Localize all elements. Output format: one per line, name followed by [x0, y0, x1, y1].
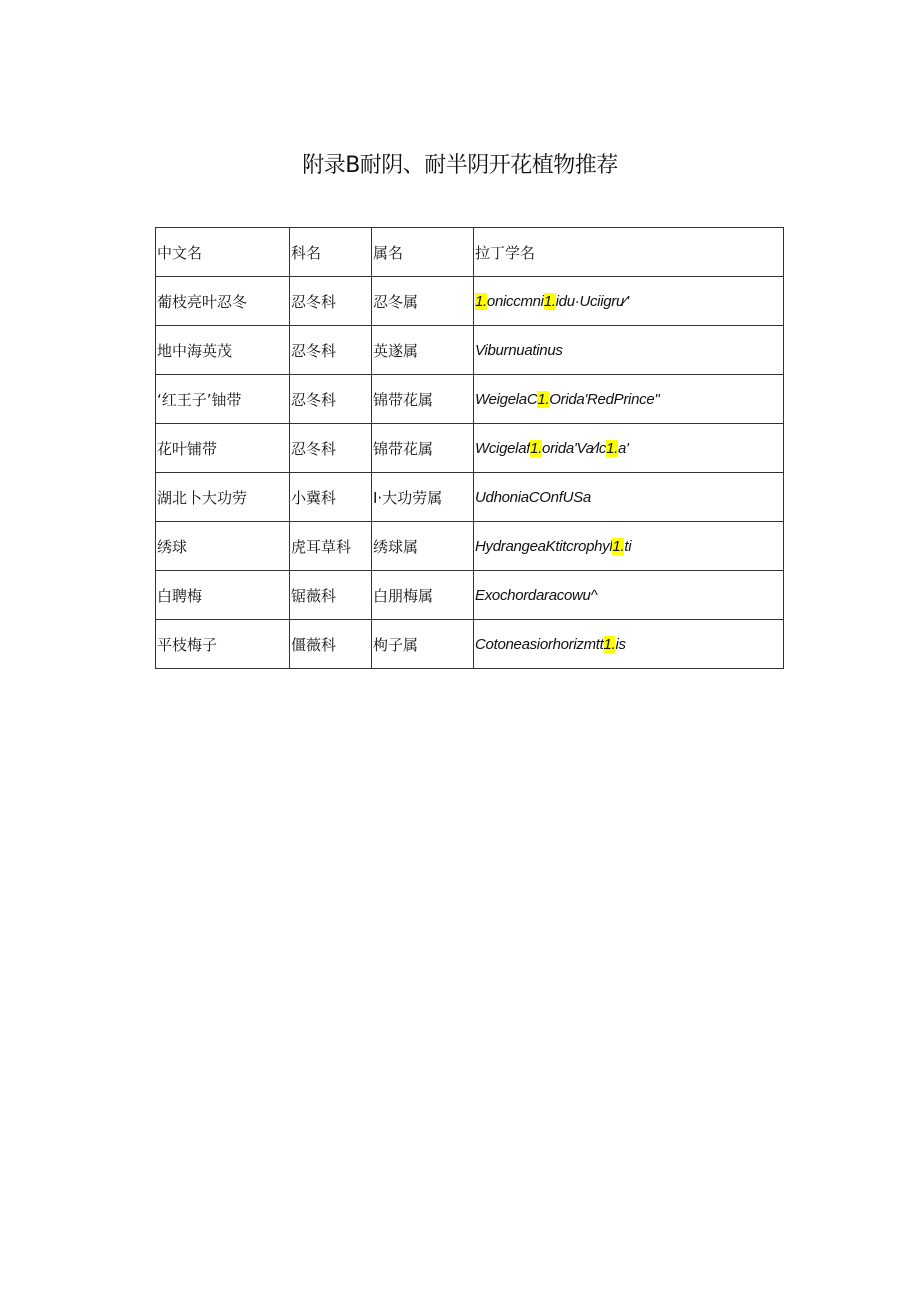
latin-text: HydrangeaKtitcrophyl	[475, 537, 613, 555]
cell-latin-name	[474, 424, 784, 473]
table-row	[156, 571, 784, 620]
cell-genus: 绣球属	[372, 522, 474, 571]
cell-cn-name: 白聘梅	[156, 571, 290, 620]
latin-text: orida'Va⁄lc	[542, 439, 607, 457]
highlighted-text: 1.	[543, 292, 556, 310]
cell-cn-name: ‘红王子’铀带	[156, 375, 290, 424]
cell-cn-name: 地中海英茂	[156, 326, 290, 375]
highlighted-text: 1.	[606, 439, 619, 457]
header-cn-name: 中文名	[156, 228, 290, 277]
cell-latin-name	[474, 620, 784, 669]
table-row	[156, 326, 784, 375]
header-genus: 属名	[372, 228, 474, 277]
cell-family: 锯薇科	[290, 571, 372, 620]
cell-latin-name	[474, 375, 784, 424]
cell-genus: 锦带花属	[372, 375, 474, 424]
cell-family: 忍冬科	[290, 326, 372, 375]
cell-genus: I·大功劳属	[372, 473, 474, 522]
table-row	[156, 473, 784, 522]
cell-family: 僵薇科	[290, 620, 372, 669]
cell-family: 忍冬科	[290, 424, 372, 473]
latin-text: oniccmni	[486, 292, 544, 310]
highlighted-text: 1.	[475, 292, 487, 310]
table-header-row	[156, 228, 784, 277]
cell-latin-name	[474, 277, 784, 326]
cell-family: 小冀科	[290, 473, 372, 522]
latin-text: Viburnuatinus	[475, 341, 563, 359]
latin-text: Cotoneasiorhorizmtt	[475, 635, 604, 653]
latin-text: WeigelaC	[475, 390, 538, 408]
cell-latin-name	[474, 326, 784, 375]
cell-cn-name: 葡枝亮叶忍冬	[156, 277, 290, 326]
cell-cn-name: 绣球	[156, 522, 290, 571]
highlighted-text: 1.	[603, 635, 616, 653]
cell-family: 忍冬科	[290, 375, 372, 424]
page-title: 附录B耐阴、耐半阴开花植物推荐	[302, 153, 618, 178]
latin-text: is	[615, 635, 626, 653]
cell-latin-name	[474, 522, 784, 571]
cell-genus: 英遂属	[372, 326, 474, 375]
cell-family: 忍冬科	[290, 277, 372, 326]
cell-genus: 枸子属	[372, 620, 474, 669]
cell-genus: 锦带花属	[372, 424, 474, 473]
table-row	[156, 424, 784, 473]
table-row	[156, 375, 784, 424]
latin-text: Wcigelaf	[475, 439, 531, 457]
latin-text: idu·Uciigru⁄'	[555, 292, 629, 310]
latin-text: ti	[624, 537, 632, 555]
cell-latin-name	[474, 571, 784, 620]
cell-latin-name	[474, 473, 784, 522]
highlighted-text: 1.	[612, 537, 625, 555]
cell-cn-name: 平枝梅子	[156, 620, 290, 669]
highlighted-text: 1.	[537, 390, 550, 408]
plant-table	[155, 227, 784, 669]
table-row	[156, 620, 784, 669]
cell-genus: 忍冬属	[372, 277, 474, 326]
latin-text: a'	[618, 439, 629, 457]
latin-text: Exochordaracowu^	[475, 586, 598, 604]
cell-cn-name: 花叶铺带	[156, 424, 290, 473]
highlighted-text: 1.	[530, 439, 543, 457]
table-row	[156, 522, 784, 571]
cell-family: 虎耳草科	[290, 522, 372, 571]
cell-genus: 白朋梅属	[372, 571, 474, 620]
latin-text: UdhoniaCOnfUSa	[475, 488, 591, 506]
header-latin-name: 拉丁学名	[474, 228, 784, 277]
latin-text: Orida'RedPrince"	[549, 390, 660, 408]
cell-cn-name: 湖北卜大功劳	[156, 473, 290, 522]
table-row	[156, 277, 784, 326]
header-family: 科名	[290, 228, 372, 277]
